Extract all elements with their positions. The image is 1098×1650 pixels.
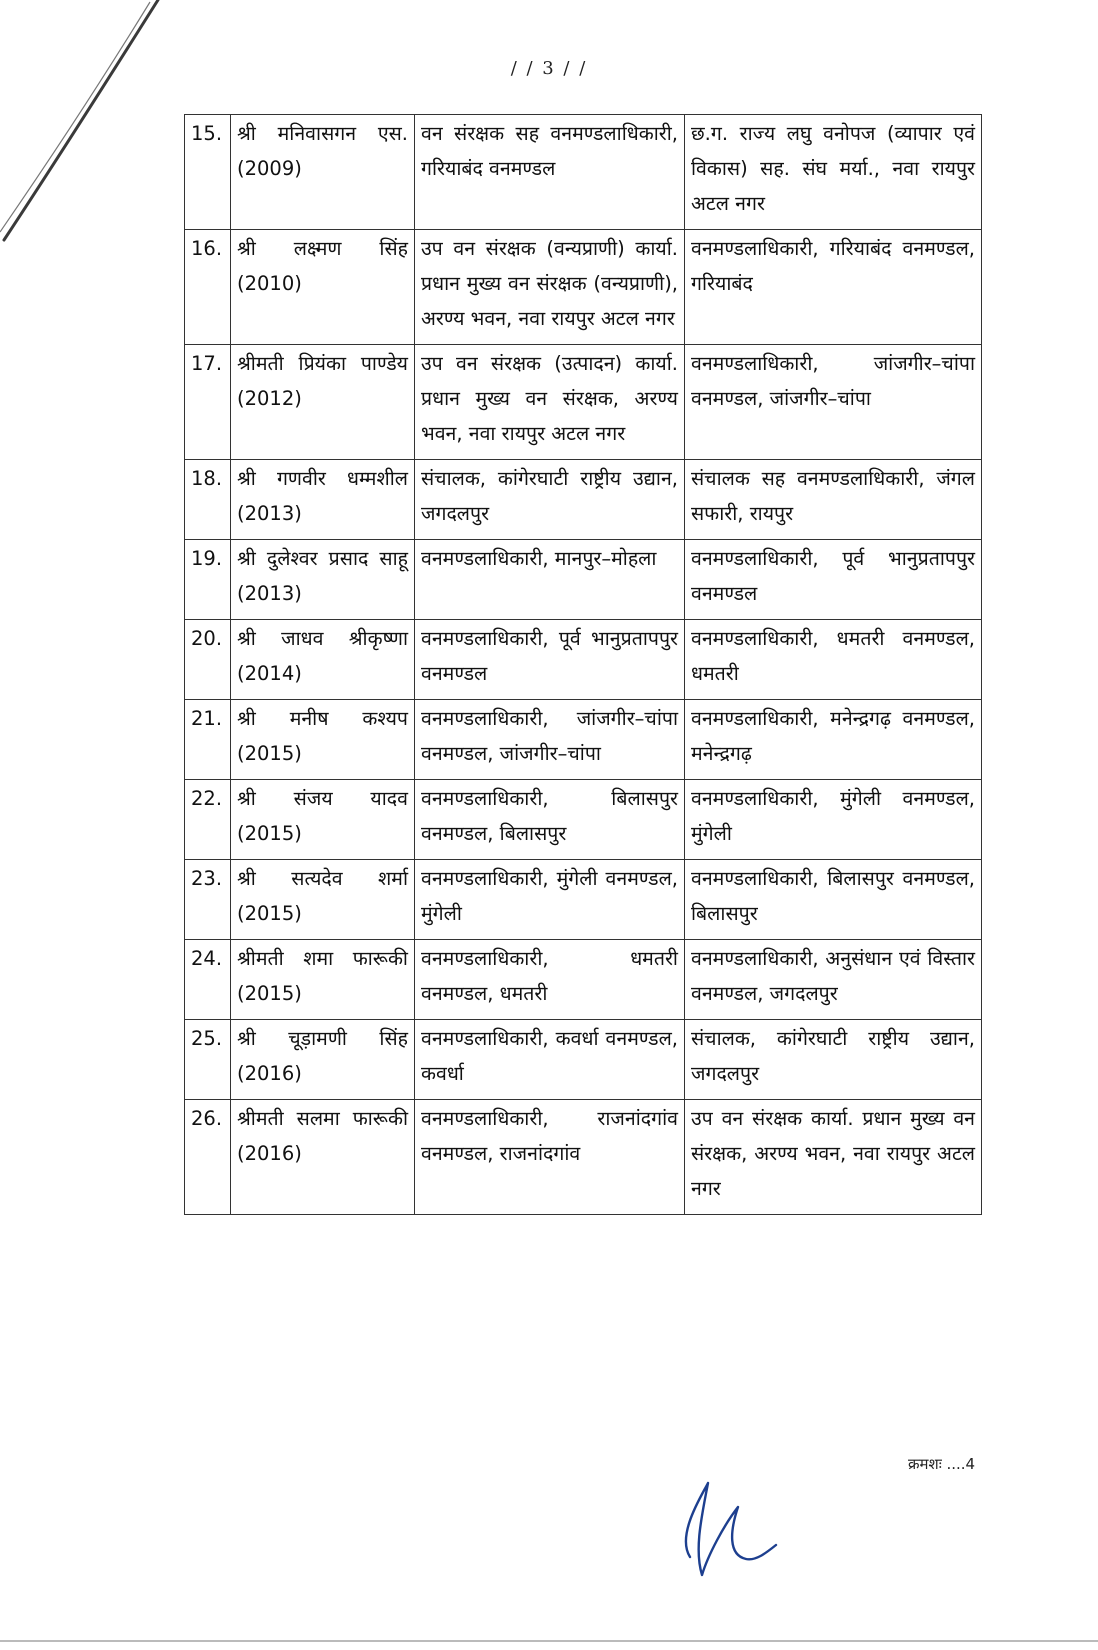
table-row [185,345,982,460]
officer-name-cell: श्री सत्यदेव शर्मा (2015) [231,860,415,940]
officer-name-cell: श्रीमती शमा फारूकी (2015) [231,940,415,1020]
officer-name-cell: श्री गणवीर धम्मशील (2013) [231,460,415,540]
table-row [185,860,982,940]
officer-name-cell: श्री लक्ष्मण सिंह (2010) [231,230,415,345]
table-row [185,780,982,860]
officer-name-cell: श्रीमती सलमा फारूकी (2016) [231,1100,415,1215]
new-posting-cell: छ.ग. राज्य लघु वनोपज (व्यापार एवं विकास) सह. संघ मर्या., नवा रायपुर अटल नगर [685,115,982,230]
new-posting-cell: वनमण्डलाधिकारी, मुंगेली वनमण्डल, मुंगेली [685,780,982,860]
serial-cell: 18. [185,460,231,540]
serial-cell: 25. [185,1020,231,1100]
new-posting-cell: वनमण्डलाधिकारी, बिलासपुर वनमण्डल, बिलासपुर [685,860,982,940]
new-posting-cell: वनमण्डलाधिकारी, अनुसंधान एवं विस्तार वनमण्डल, जगदलपुर [685,940,982,1020]
serial-cell: 22. [185,780,231,860]
new-posting-cell: वनमण्डलाधिकारी, धमतरी वनमण्डल, धमतरी [685,620,982,700]
serial-cell: 20. [185,620,231,700]
table-row [185,1020,982,1100]
page-number: / / 3 / / [510,58,588,79]
signature [672,1475,782,1585]
serial-cell: 24. [185,940,231,1020]
table-row [185,230,982,345]
current-posting-cell: संचालक, कांगेरघाटी राष्ट्रीय उद्यान, जगदलपुर [415,460,685,540]
current-posting-cell: वनमण्डलाधिकारी, बिलासपुर वनमण्डल, बिलासपुर [415,780,685,860]
current-posting-cell: वनमण्डलाधिकारी, धमतरी वनमण्डल, धमतरी [415,940,685,1020]
officer-name-cell: श्री संजय यादव (2015) [231,780,415,860]
officer-name-cell: श्री मनीष कश्यप (2015) [231,700,415,780]
current-posting-cell: वनमण्डलाधिकारी, मुंगेली वनमण्डल, मुंगेली [415,860,685,940]
table-row [185,940,982,1020]
officer-name-cell: श्री मनिवासगन एस. (2009) [231,115,415,230]
officer-name-cell: श्री चूड़ामणी सिंह (2016) [231,1020,415,1100]
serial-cell: 15. [185,115,231,230]
serial-cell: 17. [185,345,231,460]
current-posting-cell: उप वन संरक्षक (उत्पादन) कार्या. प्रधान मुख्य वन संरक्षक, अरण्य भवन, नवा रायपुर अटल नगर [415,345,685,460]
officer-name-cell: श्रीमती प्रियंका पाण्डेय (2012) [231,345,415,460]
serial-cell: 19. [185,540,231,620]
serial-cell: 21. [185,700,231,780]
new-posting-cell: संचालक सह वनमण्डलाधिकारी, जंगल सफारी, रायपुर [685,460,982,540]
pen-stroke-mark [0,0,160,260]
table-row [185,115,982,230]
current-posting-cell: वनमण्डलाधिकारी, कवर्धा वनमण्डल, कवर्धा [415,1020,685,1100]
table-row [185,700,982,780]
current-posting-cell: उप वन संरक्षक (वन्यप्राणी) कार्या. प्रधान मुख्य वन संरक्षक (वन्यप्राणी), अरण्य भवन, नवा रायपुर अटल नगर [415,230,685,345]
new-posting-cell: वनमण्डलाधिकारी, पूर्व भानुप्रतापपुर वनमण्डल [685,540,982,620]
transfer-table [184,114,982,1215]
officer-name-cell: श्री जाधव श्रीकृष्णा (2014) [231,620,415,700]
table-row [185,460,982,540]
table-row [185,1100,982,1215]
current-posting-cell: वनमण्डलाधिकारी, राजनांदगांव वनमण्डल, राजनांदगांव [415,1100,685,1215]
current-posting-cell: वनमण्डलाधिकारी, मानपुर–मोहला [415,540,685,620]
table-body [185,115,982,1215]
current-posting-cell: वनमण्डलाधिकारी, पूर्व भानुप्रतापपुर वनमण्डल [415,620,685,700]
new-posting-cell: वनमण्डलाधिकारी, मनेन्द्रगढ़ वनमण्डल, मनेन्द्रगढ़ [685,700,982,780]
new-posting-cell: संचालक, कांगेरघाटी राष्ट्रीय उद्यान, जगदलपुर [685,1020,982,1100]
current-posting-cell: वनमण्डलाधिकारी, जांजगीर–चांपा वनमण्डल, जांजगीर–चांपा [415,700,685,780]
continued-note: क्रमशः ....4 [908,1455,976,1473]
officer-name-cell: श्री दुलेश्वर प्रसाद साहू (2013) [231,540,415,620]
serial-cell: 26. [185,1100,231,1215]
table-row [185,620,982,700]
current-posting-cell: वन संरक्षक सह वनमण्डलाधिकारी, गरियाबंद वनमण्डल [415,115,685,230]
serial-cell: 23. [185,860,231,940]
table-row [185,540,982,620]
new-posting-cell: उप वन संरक्षक कार्या. प्रधान मुख्य वन संरक्षक, अरण्य भवन, नवा रायपुर अटल नगर [685,1100,982,1215]
scan-edge [0,1640,1098,1642]
new-posting-cell: वनमण्डलाधिकारी, गरियाबंद वनमण्डल, गरियाबंद [685,230,982,345]
new-posting-cell: वनमण्डलाधिकारी, जांजगीर–चांपा वनमण्डल, जांजगीर–चांपा [685,345,982,460]
serial-cell: 16. [185,230,231,345]
